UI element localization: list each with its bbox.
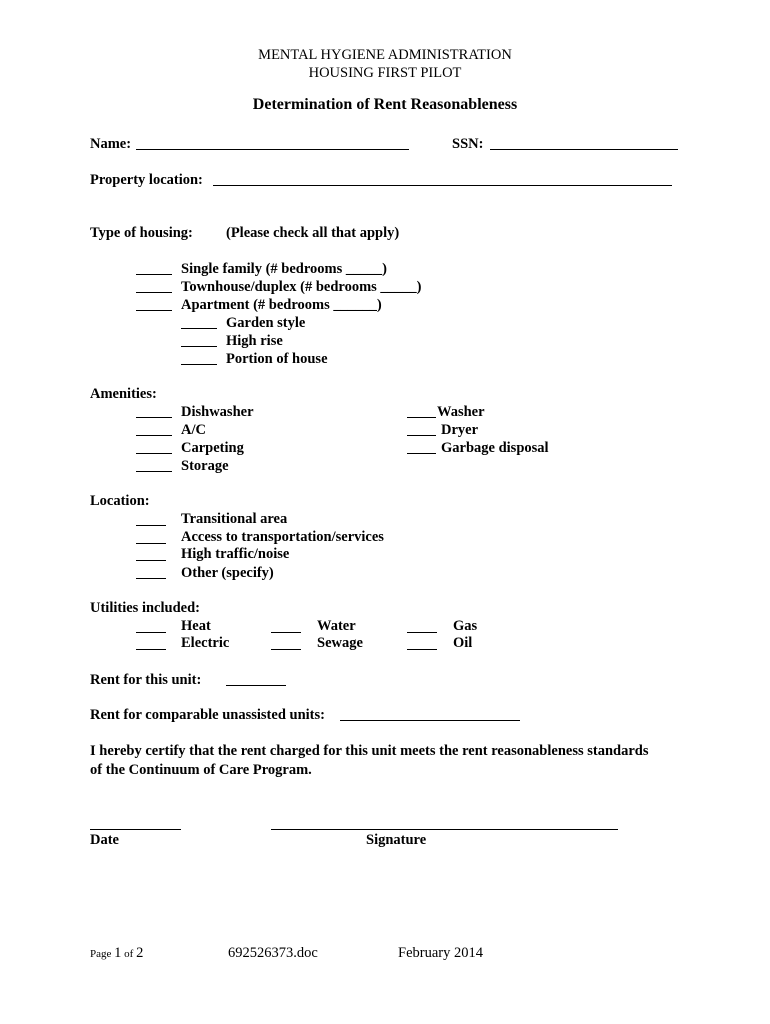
garbage-disposal-checkbox[interactable] <box>407 453 436 454</box>
date-label: Date <box>90 832 119 848</box>
footer-date: February 2014 <box>398 945 483 961</box>
townhouse-checkbox[interactable] <box>136 292 172 293</box>
footer-filename: 692526373.doc <box>228 945 318 961</box>
sewage-checkbox[interactable] <box>271 649 301 650</box>
heat-checkbox[interactable] <box>136 632 166 633</box>
dishwasher-label: Dishwasher <box>181 404 254 420</box>
electric-label: Electric <box>181 635 230 651</box>
carpeting-checkbox[interactable] <box>136 453 172 454</box>
townhouse-label: Townhouse/duplex (# bedrooms _____) <box>181 279 422 295</box>
property-location-field[interactable] <box>213 185 672 186</box>
dryer-checkbox[interactable] <box>407 435 436 436</box>
rent-comparable-field[interactable] <box>340 720 520 721</box>
page-prefix: Page <box>90 948 115 960</box>
high-traffic-checkbox[interactable] <box>136 560 166 561</box>
garden-style-label: Garden style <box>226 315 306 331</box>
gas-checkbox[interactable] <box>407 632 437 633</box>
location-label: Location: <box>90 493 150 509</box>
housing-type-label: Type of housing: <box>90 225 193 241</box>
transitional-area-checkbox[interactable] <box>136 525 166 526</box>
other-location-checkbox[interactable] <box>136 578 166 579</box>
rent-comparable-label: Rent for comparable unassisted units: <box>90 707 325 723</box>
amenities-label: Amenities: <box>90 386 157 402</box>
oil-checkbox[interactable] <box>407 649 437 650</box>
dishwasher-checkbox[interactable] <box>136 417 172 418</box>
high-rise-label: High rise <box>226 333 283 349</box>
page-current: 1 <box>114 945 122 961</box>
water-checkbox[interactable] <box>271 632 301 633</box>
utilities-label: Utilities included: <box>90 600 200 616</box>
other-location-label: Other (specify) <box>181 565 274 581</box>
ac-label: A/C <box>181 422 206 438</box>
property-location-label: Property location: <box>90 172 203 188</box>
page-total: 2 <box>136 945 144 961</box>
high-traffic-label: High traffic/noise <box>181 546 290 562</box>
sewage-label: Sewage <box>317 635 363 651</box>
storage-label: Storage <box>181 458 229 474</box>
name-field[interactable] <box>136 149 409 150</box>
rent-unit-field[interactable] <box>226 685 286 686</box>
high-rise-checkbox[interactable] <box>181 346 217 347</box>
certification-line-1: I hereby certify that the rent charged for this unit meets the rent reasonableness standards <box>90 743 649 759</box>
portion-of-house-label: Portion of house <box>226 351 328 367</box>
storage-checkbox[interactable] <box>136 471 172 472</box>
signature-label: Signature <box>366 832 427 848</box>
agency-name: MENTAL HYGIENE ADMINISTRATION <box>258 47 512 63</box>
signature-field[interactable] <box>271 829 618 830</box>
page-number <box>90 945 143 962</box>
access-transport-checkbox[interactable] <box>136 543 166 544</box>
gas-label: Gas <box>453 618 478 634</box>
certification-line-2: of the Continuum of Care Program. <box>90 762 312 778</box>
garden-style-checkbox[interactable] <box>181 328 217 329</box>
ac-checkbox[interactable] <box>136 435 172 436</box>
portion-of-house-checkbox[interactable] <box>181 364 217 365</box>
date-field[interactable] <box>90 829 181 830</box>
single-family-label: Single family (# bedrooms _____) <box>181 261 387 277</box>
ssn-field[interactable] <box>490 149 678 150</box>
oil-label: Oil <box>453 635 473 651</box>
dryer-label: Dryer <box>441 422 479 438</box>
page-of: of <box>121 948 137 960</box>
heat-label: Heat <box>181 618 211 634</box>
ssn-label: SSN: <box>452 136 484 152</box>
garbage-disposal-label: Garbage disposal <box>441 440 549 456</box>
carpeting-label: Carpeting <box>181 440 244 456</box>
washer-checkbox[interactable] <box>407 417 436 418</box>
water-label: Water <box>317 618 356 634</box>
rent-unit-label: Rent for this unit: <box>90 672 202 688</box>
housing-instruction: (Please check all that apply) <box>226 225 400 241</box>
program-name: HOUSING FIRST PILOT <box>308 65 462 81</box>
transitional-area-label: Transitional area <box>181 511 288 527</box>
access-transport-label: Access to transportation/services <box>181 529 384 545</box>
apartment-checkbox[interactable] <box>136 310 172 311</box>
apartment-label: Apartment (# bedrooms ______) <box>181 297 382 313</box>
washer-label: Washer <box>437 404 485 420</box>
page-title: Determination of Rent Reasonableness <box>252 96 518 113</box>
name-label: Name: <box>90 136 132 152</box>
electric-checkbox[interactable] <box>136 649 166 650</box>
single-family-checkbox[interactable] <box>136 274 172 275</box>
